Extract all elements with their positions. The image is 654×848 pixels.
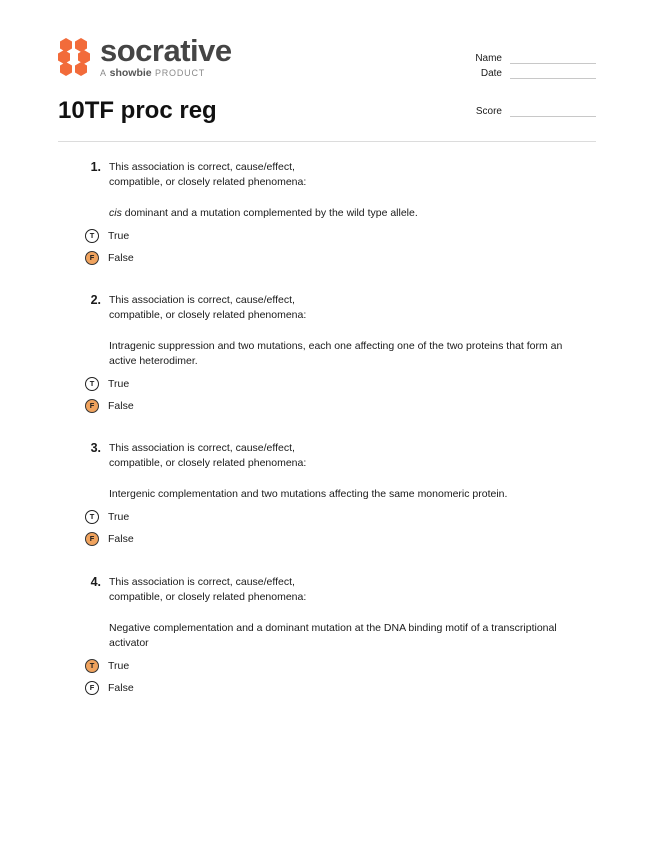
header-divider: [58, 141, 596, 142]
name-label: Name: [475, 53, 502, 64]
question-prompt: This association is correct, cause/effect, compatible, or closely related phenomena:: [109, 442, 307, 469]
question-prompt: This association is correct, cause/effect, compatible, or closely related phenomena:: [109, 161, 307, 188]
option-label: False: [108, 399, 134, 412]
option-circle-icon[interactable]: T: [85, 229, 99, 243]
option-circle-icon[interactable]: T: [85, 377, 99, 391]
statement-text: Negative complementation and a dominant mutation at the DNA binding motif of a transcriptional activator: [109, 622, 557, 649]
option-label: False: [108, 532, 134, 545]
logo-wordmark: socrative: [100, 33, 232, 68]
option-label: True: [108, 659, 130, 672]
score-line: [510, 107, 596, 117]
option-true[interactable]: [85, 373, 586, 395]
option-true[interactable]: [85, 655, 586, 677]
option-label: True: [108, 377, 130, 390]
option-true[interactable]: [85, 506, 586, 528]
option-false[interactable]: [85, 247, 586, 269]
score-field: [476, 106, 596, 117]
date-field: [481, 68, 596, 79]
option-circle-icon[interactable]: T: [85, 510, 99, 524]
logo-subtitle: A showbie PRODUCT: [100, 67, 206, 79]
question-number: 2.: [90, 293, 101, 307]
statement-text: Intergenic complementation and two mutations affecting the same monomeric protein.: [109, 488, 508, 500]
page-title: 10TF proc reg: [58, 97, 217, 124]
option-label: True: [108, 510, 130, 523]
question-4: [86, 575, 586, 699]
question-number: 1.: [90, 160, 101, 174]
option-circle-icon[interactable]: F: [85, 251, 99, 265]
option-circle-icon[interactable]: F: [85, 681, 99, 695]
question-prompt: This association is correct, cause/effect, compatible, or closely related phenomena:: [109, 294, 307, 321]
question-3: [86, 441, 586, 550]
question-number: 3.: [90, 441, 101, 455]
socrative-logo: [57, 33, 257, 80]
question-statement: [109, 487, 586, 502]
question-statement: [109, 339, 586, 369]
statement-italic: cis: [109, 207, 122, 219]
date-label: Date: [480, 68, 502, 79]
question-1: [86, 160, 586, 269]
question-2: [86, 293, 586, 417]
option-label: True: [108, 229, 130, 242]
date-line: [510, 69, 596, 79]
hexagon-cluster-icon: [57, 36, 93, 78]
score-label: Score: [475, 106, 502, 117]
name-field: [475, 53, 596, 64]
option-circle-icon[interactable]: F: [85, 399, 99, 413]
question-prompt: This association is correct, cause/effect, compatible, or closely related phenomena:: [109, 576, 307, 603]
question-number: 4.: [90, 575, 101, 589]
option-true[interactable]: [85, 225, 586, 247]
name-line: [510, 54, 596, 64]
option-label: False: [108, 681, 134, 694]
option-false[interactable]: [85, 528, 586, 550]
question-statement: [109, 621, 586, 651]
option-false[interactable]: [85, 677, 586, 699]
statement-text: dominant and a mutation complemented by the wild type allele.: [121, 207, 418, 219]
question-statement: [109, 206, 586, 221]
statement-text: Intragenic suppression and two mutations, each one affecting one of the two proteins that form an active heterodimer.: [109, 340, 563, 367]
option-false[interactable]: [85, 395, 586, 417]
option-circle-icon[interactable]: T: [85, 659, 99, 673]
option-circle-icon[interactable]: F: [85, 532, 99, 546]
option-label: False: [108, 251, 134, 264]
